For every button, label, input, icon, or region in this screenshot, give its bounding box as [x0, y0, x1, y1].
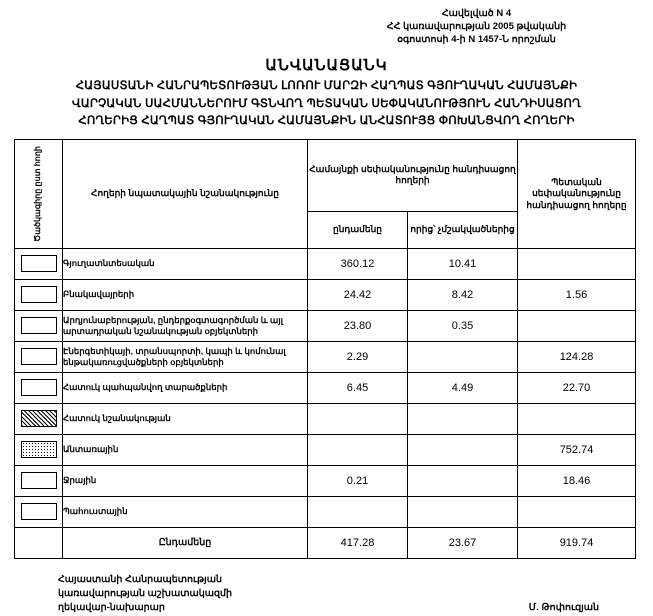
row-community-total: 0.21: [308, 465, 408, 496]
row-name: Հատուկ պահպանվող տարածքների: [63, 372, 308, 403]
code-box: [21, 472, 57, 489]
row-state: 22.70: [518, 372, 636, 403]
row-community-other: 4.49: [408, 372, 518, 403]
header-name: Հողերի նպատակային նշանակությունը: [63, 140, 308, 249]
row-name: Արդյունաբերության, ընդերքօգտագործման և այլ արտադրական նշանակության օբյեկտների: [63, 310, 308, 341]
table-row: [15, 496, 636, 527]
annex-number: Հավելված N 4: [441, 8, 512, 19]
row-community-total: 24.42: [308, 279, 408, 310]
header-community-other: որից՝ չմշակվածներից: [408, 211, 518, 248]
code-box: [21, 379, 57, 396]
row-state: [518, 496, 636, 527]
row-community-other: 8.42: [408, 279, 518, 310]
table-row: [15, 248, 636, 279]
row-community-other: 0.35: [408, 310, 518, 341]
document-footer: [14, 573, 639, 616]
table-row: [15, 465, 636, 496]
code-box: [21, 286, 57, 303]
row-name: Բնակավայրերի: [63, 279, 308, 310]
row-state: 752.74: [518, 434, 636, 465]
row-code-cell: [15, 434, 63, 465]
total-state: 919.74: [518, 527, 636, 558]
row-code-cell: [15, 465, 63, 496]
subtitle-line-3: ՀՈՂԵՐԻՑ ՀԱՂՊԱՏ ԳՅՈՒՂԱԿԱՆ ՀԱՄԱՅՆՔԻՆ ԱՆՀԱՏՈՒՅՑ ՓՈԽԱՆՑՎՈՂ ՀՈՂԵՐԻ: [78, 114, 575, 127]
row-name: Հատուկ նշանակության: [63, 403, 308, 434]
subtitle-line-2: ՎԱՐՉԱԿԱՆ ՍԱՀՄԱՆՆԵՐՈՒՄ ԳՏՆՎՈՂ ՊԵՏԱԿԱՆ ՍԵՓԱԿԱՆՈՒԹՅՈՒՆ ՀԱՆԴԻՍԱՑՈՂ: [71, 97, 582, 110]
footer-line-3: ղեկավար-նախարար: [58, 602, 165, 614]
table-row: [15, 372, 636, 403]
row-community-total: 2.29: [308, 341, 408, 372]
total-community-total: 417.28: [308, 527, 408, 558]
row-community-total: 23.80: [308, 310, 408, 341]
annex-decree-line-1: ՀՀ կառավարության 2005 թվականի: [386, 20, 567, 32]
row-name: Գյուղատնտեսական: [63, 248, 308, 279]
code-box: [21, 503, 57, 520]
code-box: [21, 410, 57, 427]
code-box: [21, 348, 57, 365]
row-code-cell: [15, 496, 63, 527]
row-community-other: [408, 465, 518, 496]
table-body: [15, 248, 636, 558]
header-community-total: ընդամենը: [308, 211, 408, 248]
header-code: Ծածկագիրը ըստ հողի: [15, 140, 63, 249]
table-row: [15, 341, 636, 372]
row-community-total: [308, 496, 408, 527]
code-box: [21, 441, 57, 458]
row-community-total: [308, 403, 408, 434]
page-title: ԱՆՎԱՆԱՑԱՆԿ: [265, 57, 388, 75]
row-state: [518, 248, 636, 279]
row-state: [518, 310, 636, 341]
subtitle-line-1: ՀԱՅԱՍՏԱՆԻ ՀԱՆՐԱՊԵՏՈՒԹՅԱՆ ԼՈՌՈՒ ՄԱՐԶԻ ՀԱՂՊԱՏ ԳՅՈՒՂԱԿԱՆ ՀԱՄԱՅՆՔԻ: [75, 80, 578, 93]
land-allocation-table: [14, 139, 636, 559]
row-community-other: 10.41: [408, 248, 518, 279]
row-community-other: [408, 496, 518, 527]
row-community-total: 6.45: [308, 372, 408, 403]
row-code-cell: [15, 341, 63, 372]
row-code-cell: [15, 248, 63, 279]
row-community-total: 360.12: [308, 248, 408, 279]
row-name: Էներգետիկայի, տրանսպորտի, կապի և կոմունալ ենթակառուցվածքների օբյեկտների: [63, 341, 308, 372]
row-code-cell: [15, 372, 63, 403]
table-row: [15, 403, 636, 434]
total-label: Ընդամենը: [63, 527, 308, 558]
code-box: [21, 255, 57, 272]
code-box: [21, 317, 57, 334]
table-row: [15, 310, 636, 341]
table-row: [15, 279, 636, 310]
row-name: Անտառային: [63, 434, 308, 465]
row-code-cell: [15, 279, 63, 310]
row-community-other: [408, 341, 518, 372]
row-community-other: [408, 434, 518, 465]
row-name: Ջրային: [63, 465, 308, 496]
row-name: Պահուստային: [63, 496, 308, 527]
row-code-cell: [15, 403, 63, 434]
footer-line-1: Հայաստանի Հանրապետության: [58, 573, 222, 585]
row-code-cell: [15, 310, 63, 341]
header-state: Պետական սեփականությունը հանդիսացող հողերը: [518, 140, 636, 249]
total-community-other: 23.67: [408, 527, 518, 558]
annex-decree-line-2: օգոստոսի 4-ի N 1457-Ն որոշման: [397, 33, 556, 45]
row-state: 1.56: [518, 279, 636, 310]
total-code-cell: [15, 527, 63, 558]
header-community-group: Համայնքի սեփականությունը հանդիսացող հողերի: [308, 140, 518, 211]
row-community-total: [308, 434, 408, 465]
footer-line-2: կառավարության աշխատակազմի: [58, 588, 233, 600]
document-annex-header: [314, 8, 639, 46]
page-subtitle: [14, 78, 639, 130]
table-total-row: [15, 527, 636, 558]
row-state: [518, 403, 636, 434]
row-community-other: [408, 403, 518, 434]
signer-name: Մ. Թոփուզյան: [528, 602, 599, 614]
table-row: [15, 434, 636, 465]
row-state: 124.28: [518, 341, 636, 372]
row-state: 18.46: [518, 465, 636, 496]
table-header-row-1: [15, 140, 636, 211]
